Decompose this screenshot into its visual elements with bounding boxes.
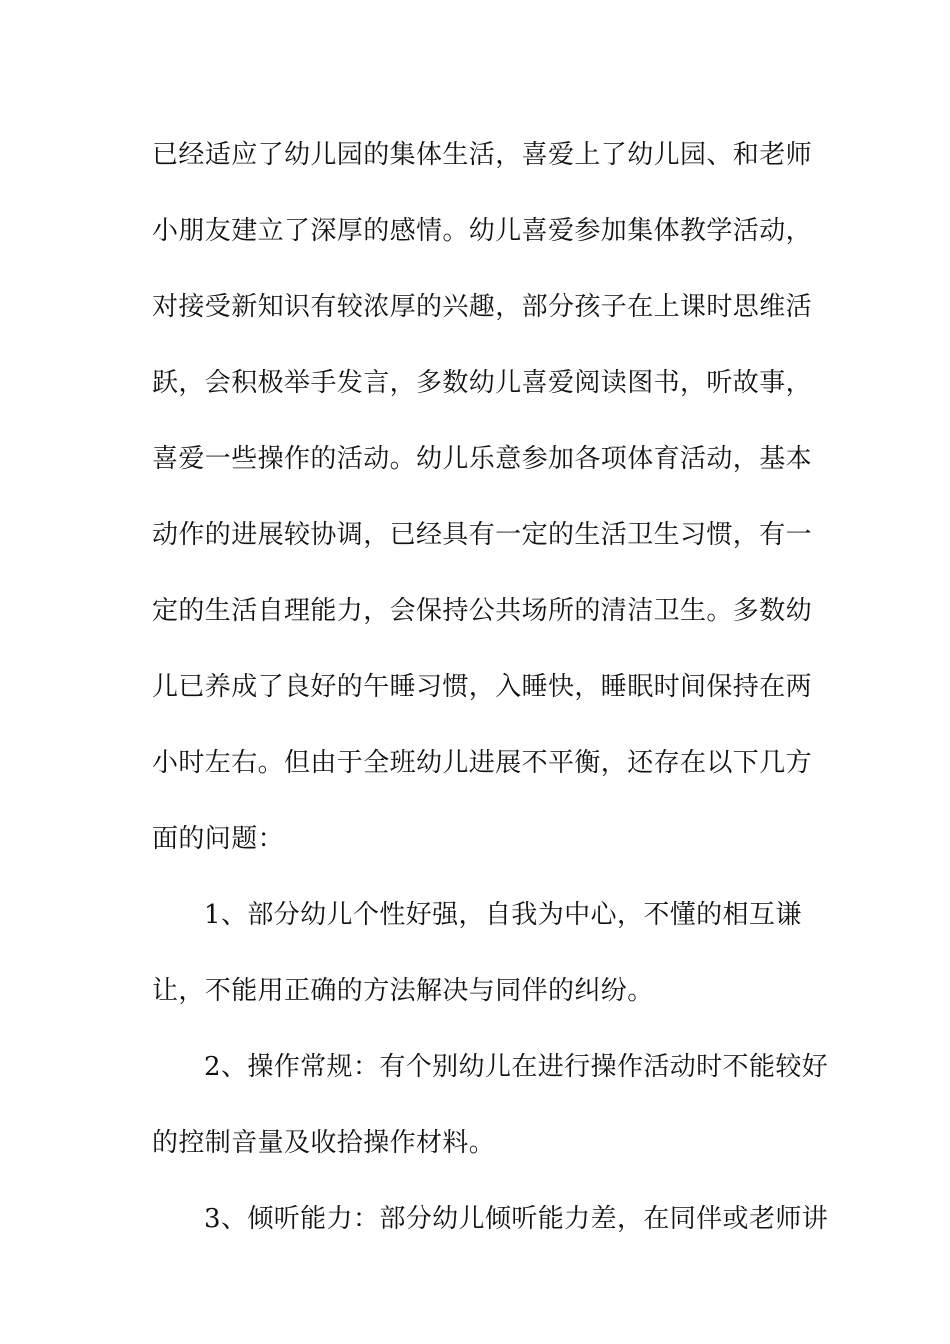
text-line-10: 面的问题： [152, 824, 285, 854]
text-line-4: 跃，会积极举手发言，多数幼儿喜爱阅读图书，听故事， [152, 368, 813, 398]
list-item-2-line-1: 2、操作常规：有个别幼儿在进行操作活动时不能较好 [204, 1052, 829, 1082]
text-line-7: 定的生活自理能力，会保持公共场所的清洁卫生。多数幼 [152, 596, 813, 626]
text-line-2: 小朋友建立了深厚的感情。幼儿喜爱参加集体教学活动， [152, 216, 813, 246]
list-item-1-line-1: 1、部分幼儿个性好强，自我为中心，不懂的相互谦 [204, 900, 802, 930]
text-line-5: 喜爱一些操作的活动。幼儿乐意参加各项体育活动，基本 [152, 444, 813, 474]
text-line-8: 儿已养成了良好的午睡习惯，入睡快，睡眠时间保持在两 [152, 672, 813, 702]
body-text [152, 125, 829, 1265]
text-line-9: 小时左右。但由于全班幼儿进展不平衡，还存在以下几方 [152, 748, 813, 778]
list-item-2-line-2: 的控制音量及收拾操作材料。 [152, 1128, 496, 1158]
list-item-1-line-2: 让，不能用正确的方法解决与同伴的纠纷。 [152, 976, 654, 1006]
text-line-1: 已经适应了幼儿园的集体生活，喜爱上了幼儿园、和老师 [152, 140, 813, 170]
list-item-3-line-1: 3、倾听能力：部分幼儿倾听能力差，在同伴或老师讲 [204, 1204, 829, 1234]
text-line-3: 对接受新知识有较浓厚的兴趣，部分孩子在上课时思维活 [152, 292, 813, 322]
text-line-6: 动作的进展较协调，已经具有一定的生活卫生习惯，有一 [152, 520, 813, 550]
